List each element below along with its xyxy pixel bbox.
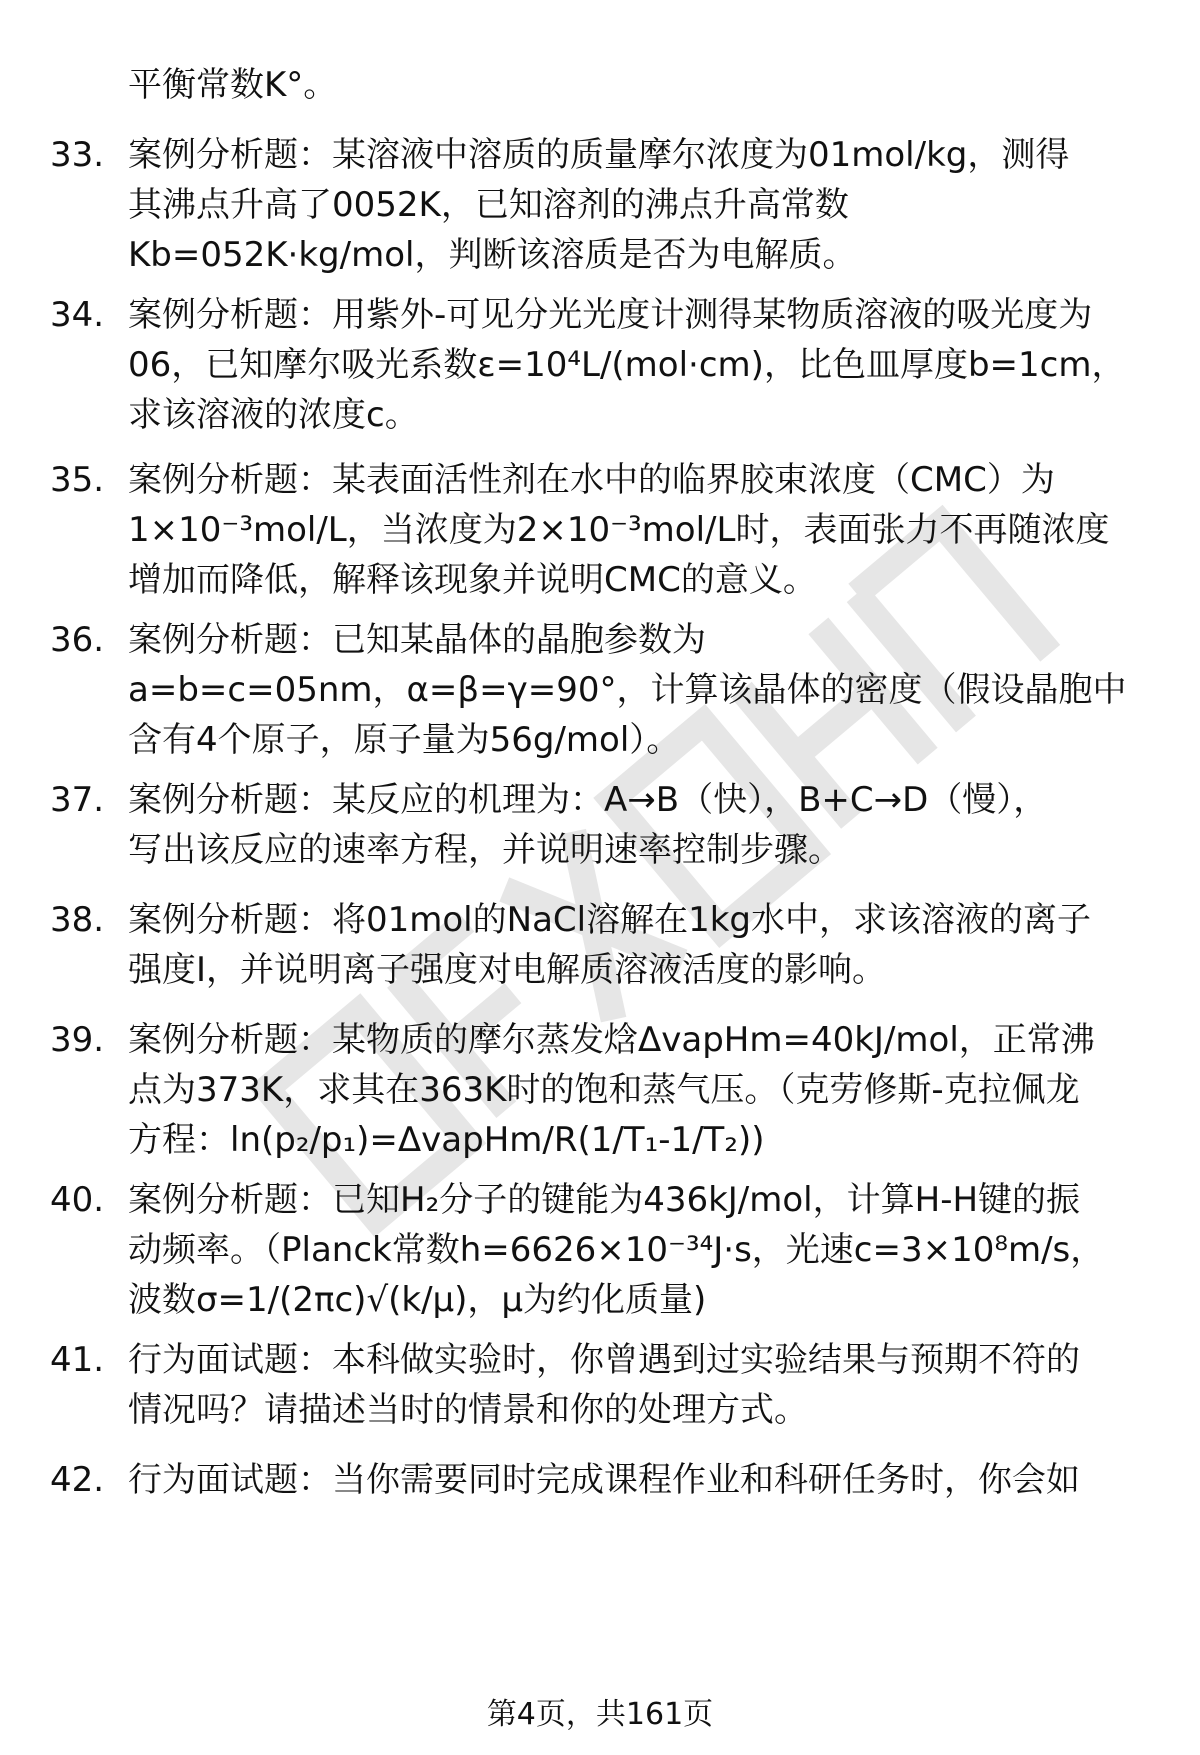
question-text xyxy=(128,1335,1160,1435)
question-line: 波数σ=1/(2πc)√(k/μ)，μ为约化质量) xyxy=(128,1280,707,1320)
question-text xyxy=(128,130,1160,280)
question-line: 案例分析题：用紫外-可见分光光度计测得某物质溶液的吸光度为 xyxy=(128,295,1093,335)
question-line: 案例分析题：某物质的摩尔蒸发焓ΔvapHm=40kJ/mol，正常沸 xyxy=(128,1020,1095,1060)
question-number: 40. xyxy=(50,1180,105,1220)
question-line: a=b=c=05nm，α=β=γ=90°，计算该晶体的密度（假设晶胞中 xyxy=(128,670,1127,710)
question-line: 增加而降低，解释该现象并说明CMC的意义。 xyxy=(128,560,817,600)
question-text xyxy=(128,290,1160,440)
question-number: 41. xyxy=(50,1340,105,1380)
question-text xyxy=(128,775,1160,875)
page-footer: 第4页，共161页 xyxy=(486,1697,714,1732)
continuation-text: 平衡常数K°。 xyxy=(128,65,338,105)
question-line: 含有4个原子，原子量为56g/mol）。 xyxy=(128,720,681,760)
question-number: 42. xyxy=(50,1460,105,1500)
question-number: 37. xyxy=(50,780,105,820)
question-line: 动频率。（Planck常数h=6626×10⁻³⁴J·s，光速c=3×10⁸m/s， xyxy=(128,1230,1105,1270)
question-line: 其沸点升高了0052K，已知溶剂的沸点升高常数 xyxy=(128,185,849,225)
question-text xyxy=(128,455,1160,605)
question-number: 34. xyxy=(50,295,105,335)
question-line: Kb=052K·kg/mol，判断该溶质是否为电解质。 xyxy=(128,235,857,275)
question-number: 39. xyxy=(50,1020,105,1060)
question-number: 38. xyxy=(50,900,105,940)
question-text xyxy=(128,1455,1160,1505)
question-line: 案例分析题：某反应的机理为：A→B（快），B+C→D（慢）， xyxy=(128,780,1048,820)
question-line: 点为373K，求其在363K时的饱和蒸气压。（克劳修斯-克拉佩龙 xyxy=(128,1070,1080,1110)
question-line: 行为面试题：本科做实验时，你曾遇到过实验结果与预期不符的 xyxy=(128,1340,1080,1380)
question-line: 求该溶液的浓度c。 xyxy=(128,395,419,435)
question-line: 案例分析题：将01mol的NaCl溶解在1kg水中，求该溶液的离子 xyxy=(128,900,1091,940)
question-line: 06，已知摩尔吸光系数ε=10⁴L/(mol·cm)，比色皿厚度b=1cm， xyxy=(128,345,1126,385)
question-line: 写出该反应的速率方程，并说明速率控制步骤。 xyxy=(128,830,842,870)
question-number: 33. xyxy=(50,135,105,175)
question-line: 情况吗？请描述当时的情景和你的处理方式。 xyxy=(128,1390,808,1430)
question-number: 36. xyxy=(50,620,105,660)
question-text xyxy=(128,1015,1160,1165)
question-line: 案例分析题：某溶液中溶质的质量摩尔浓度为01mol/kg，测得 xyxy=(128,135,1070,175)
question-text xyxy=(128,615,1160,765)
question-text xyxy=(128,1175,1160,1325)
question-line: 1×10⁻³mol/L，当浓度为2×10⁻³mol/L时，表面张力不再随浓度 xyxy=(128,510,1110,550)
question-number: 35. xyxy=(50,460,105,500)
question-line: 强度I，并说明离子强度对电解质溶液活度的影响。 xyxy=(128,950,887,990)
question-line: 案例分析题：某表面活性剂在水中的临界胶束浓度（CMC）为 xyxy=(128,460,1055,500)
question-line: 方程：ln(p₂/p₁)=ΔvapHm/R(1/T₁-1/T₂)) xyxy=(128,1120,765,1160)
question-line: 行为面试题：当你需要同时完成课程作业和科研任务时，你会如 xyxy=(128,1460,1080,1500)
question-text xyxy=(128,895,1160,995)
question-line: 案例分析题：已知H₂分子的键能为436kJ/mol，计算H-H键的振 xyxy=(128,1180,1081,1220)
question-line: 案例分析题：已知某晶体的晶胞参数为 xyxy=(128,620,706,660)
